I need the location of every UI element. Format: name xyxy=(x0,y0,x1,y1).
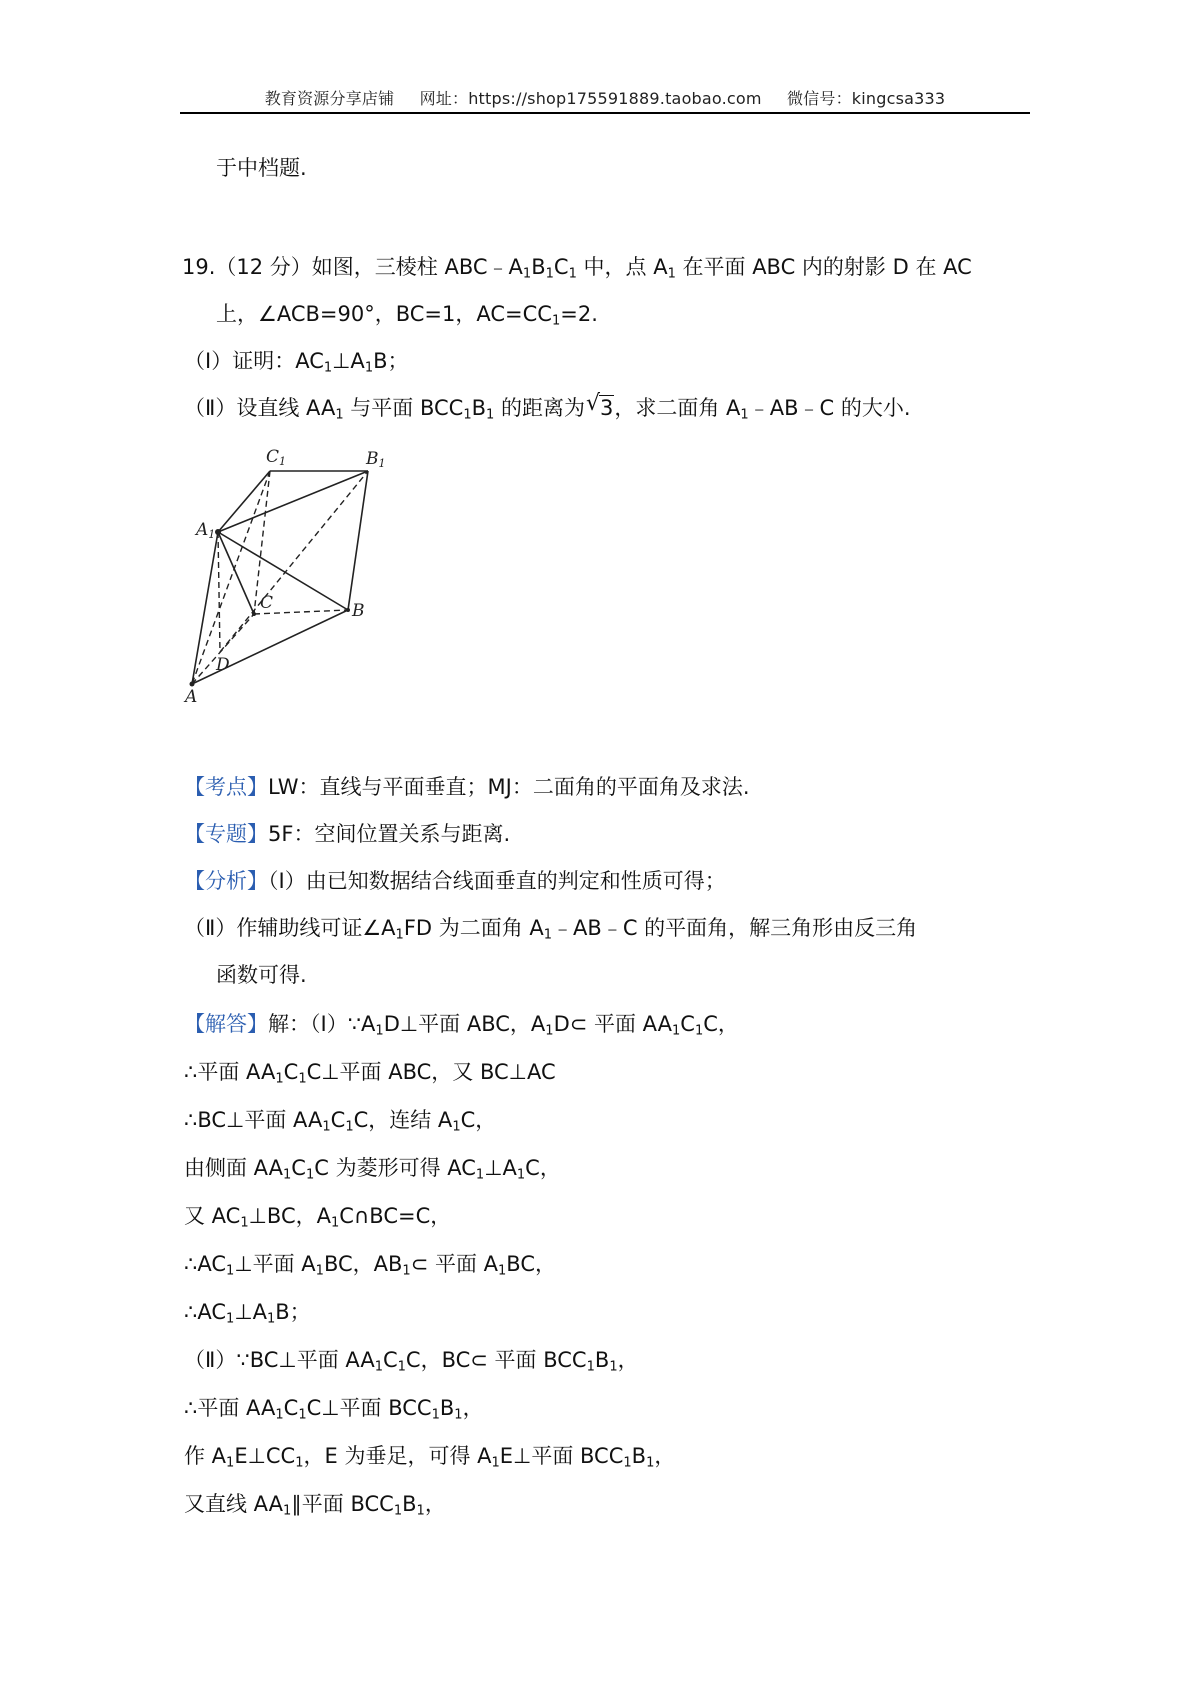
label-b1: B1 xyxy=(366,449,386,470)
solution-line-7: $\therefore AC_1\perp A_1B$； xyxy=(184,1300,311,1327)
label-a1: A1 xyxy=(196,520,216,541)
solution-line-8: （Ⅱ）∵BC⊥平面 $AA_1C_1C$，BC⊂ 平面 $BCC_1B_1$， xyxy=(184,1348,639,1375)
fenxi-tag: 【分析】 xyxy=(184,869,268,893)
solution-line-5: 又 $AC_1\perp BC$，$A_1C\cap BC=C$， xyxy=(184,1204,452,1231)
edge-a1-d xyxy=(218,532,220,652)
fenxi-line-2: （Ⅱ）作辅助线可证$\angle A_1FD$ 为二面角 $A_1﹣AB﹣C$ 的平面角，解三角形由反三角 xyxy=(184,916,918,943)
prev-tail: 于中档题. xyxy=(216,156,307,180)
problem-part-1: （Ⅰ）证明：$AC_1\perp A_1B$； xyxy=(184,349,409,376)
header-shop: 教育资源分享店铺 xyxy=(264,89,395,108)
point-c xyxy=(252,612,256,616)
fenxi-line: 【分析】（Ⅰ）由已知数据结合线面垂直的判定和性质可得； xyxy=(184,869,726,893)
sqrt-3: √ 3 xyxy=(586,391,614,420)
solution-line-10: 作 $A_1E\perp CC_1$，E 为垂足，可得 $A_1E\perp$平面 $BCC_1B_1$， xyxy=(184,1444,676,1471)
kaodian-tag: 【考点】 xyxy=(184,775,268,799)
point-a1 xyxy=(215,529,221,535)
problem-line-2: 上，∠ACB=90°，BC=1，$AC=CC_1=2$. xyxy=(216,302,598,329)
problem-part-2: （Ⅱ）设直线 $AA_1$ 与平面 $BCC_1B_1$ 的距离为 √ 3，求二面角 $A_1﹣AB﹣C$ 的大小. xyxy=(184,391,911,423)
solution-line-2: ∴平面 $AA_1C_1C\perp$平面 ABC，又 BC⊥AC xyxy=(184,1060,556,1087)
solution-line-11: 又直线 $AA_1\parallel$平面 $BCC_1B_1$， xyxy=(184,1492,446,1519)
jieda-tag: 【解答】 xyxy=(184,1012,268,1036)
zhuanti-tag: 【专题】 xyxy=(184,822,268,846)
solution-line-6: $\therefore AC_1\perp$平面 $A_1BC$，$AB_1\subset$ 平面 $A_1BC$， xyxy=(184,1252,556,1279)
edge-a1-b xyxy=(218,532,348,610)
label-b: B xyxy=(352,601,365,621)
point-a xyxy=(190,682,195,687)
edge-a1-c1 xyxy=(218,471,270,532)
label-a: A xyxy=(185,687,198,707)
point-b xyxy=(346,608,350,612)
header-wechat: 微信号：kingcsa333 xyxy=(786,89,946,108)
fenxi-line-3: 函数可得. xyxy=(216,963,307,987)
label-d: D xyxy=(216,655,230,675)
solution-line-1: 【解答】解：$(Ⅰ)\because A_1D\perp$平面 ABC，$A_1D\subset$ 平面 $AA_1C_1C$， xyxy=(184,1012,739,1039)
edge-a1-b1 xyxy=(218,471,368,532)
header-site: 网址：https://shop175591889.taobao.com xyxy=(419,89,762,108)
edge-a1-c xyxy=(218,532,254,614)
solution-line-4: 由侧面 $AA_1C_1C$ 为菱形可得 $AC_1\perp A_1C$， xyxy=(184,1156,561,1183)
label-c1: C1 xyxy=(266,447,287,468)
edge-b1-b xyxy=(348,471,368,610)
problem-line-1: 19.（12 分）如图，三棱柱 $ABC﹣A_1B_1C_1$ 中，点 $A_1$ 在平面 ABC 内的射影 D 在 AC xyxy=(182,255,972,282)
solution-line-9: ∴平面 $AA_1C_1C\perp$平面 $BCC_1B_1$， xyxy=(184,1396,484,1423)
edge-d-b1 xyxy=(220,471,368,652)
solution-line-3: ∴BC⊥平面 $AA_1C_1C$，连结 $A_1C$， xyxy=(184,1108,497,1135)
prism-figure xyxy=(180,440,400,710)
page-header xyxy=(180,86,1030,109)
edge-a1-a xyxy=(192,532,218,684)
header-rule xyxy=(180,112,1030,114)
zhuanti-line: 【专题】5F：空间位置关系与距离. xyxy=(184,822,511,846)
kaodian-line: 【考点】LW：直线与平面垂直；MJ：二面角的平面角及求法. xyxy=(184,775,750,799)
label-c: C xyxy=(260,593,274,613)
